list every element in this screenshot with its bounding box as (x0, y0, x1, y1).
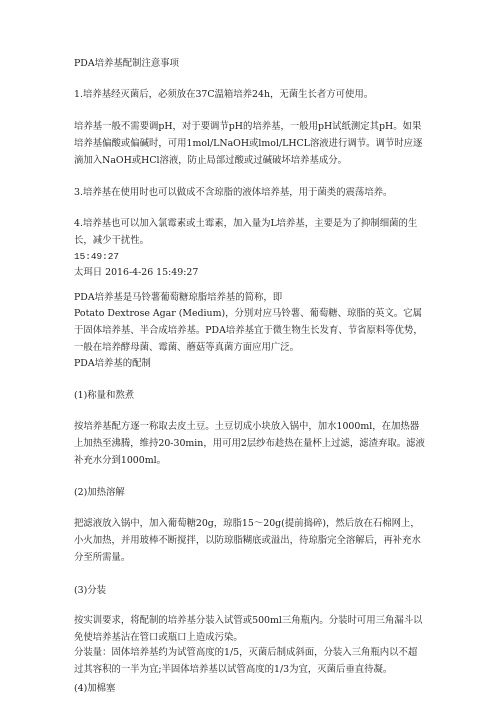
step-4-title: (4)加棉塞 (74, 683, 116, 694)
section-heading: PDA培养基的配制 (74, 358, 151, 369)
paragraph-2: 培养基一般不需要调pH，对于要调节pH的培养基，一般用pH试纸测定其pH。如果培养基偏酸或偏碱时，可用1mol/LNaOH或lmol/LHCL溶液进行调节。调节时应逐滴加入NaOH或HCl溶液，防止局部过酸或过碱破坏培养基成分。 (74, 121, 423, 166)
step-3-title: (3)分装 (74, 585, 107, 596)
step-1-body: 按培养基配方逐一称取去皮土豆。土豆切成小块放入锅中，加水1000ml，在加热器上加热至沸腾，维持20-30min，用可用2层纱布趁热在量杯上过滤，滤渣弃取。滤液补充水分到1000ml。 (74, 421, 425, 466)
document-title: PDA培养基配制注意事项 (74, 58, 179, 69)
author-line: 太珥日 2016-4-26 15:49:27 (74, 267, 199, 278)
step-3-body-2: 分装量：固体培养基约为试管高度的1/5，灭菌后制成斜面，分装入三角瓶内以不超过其容积的一半为宜;半固体培养基以试管高度的1/3为宜，灭菌后垂直待凝。 (74, 647, 418, 675)
paragraph-1: 1.培养基经灭菌后，必须放在37C温箱培养24h，无菌生长者方可使用。 (74, 89, 374, 100)
step-2-title: (2)加热溶解 (74, 487, 125, 498)
paragraph-4: 4.培养基也可以加入氯霉素或土霉素，加入量为L培养基，主要是为了抑制细菌的生长，减少干扰性。 (74, 218, 418, 246)
intro-line-2: Potato Dextrose Agar (Medium)，分别对应马铃薯、葡萄糖、琼脂的英文。它属于固体培养基、半合成培养基。PDA培养基宜于微生物生长发育、节省原料等优势，一般在培养酵母菌、霉菌、蘑菇等真菌方面应用广泛。 (74, 308, 423, 353)
intro-line-1: PDA培养基是马铃薯葡萄糖琼脂培养基的简称，即 (74, 292, 283, 303)
timestamp: 15:49:27 (74, 251, 120, 262)
step-3-body: 按实训要求，将配制的培养基分装入试管或500ml三角瓶内。分装时可用三角漏斗以免使培养基沾在管口或瓶口上造成污染。 (74, 615, 423, 643)
paragraph-3: 3.培养基在使用时也可以做成不含琼脂的液体培养基，用于菌类的震荡培养。 (74, 187, 393, 198)
step-2-body: 把滤液放入锅中，加入葡萄糖20g，琼脂15～20g(提前捣碎)，然后放在石棉网上，小火加热，并用玻棒不断搅拌，以防琼脂糊底或溢出，待琼脂完全溶解后，再补充水分至所需量。 (74, 518, 421, 563)
step-1-title: (1)称量和熬煮 (74, 390, 135, 401)
